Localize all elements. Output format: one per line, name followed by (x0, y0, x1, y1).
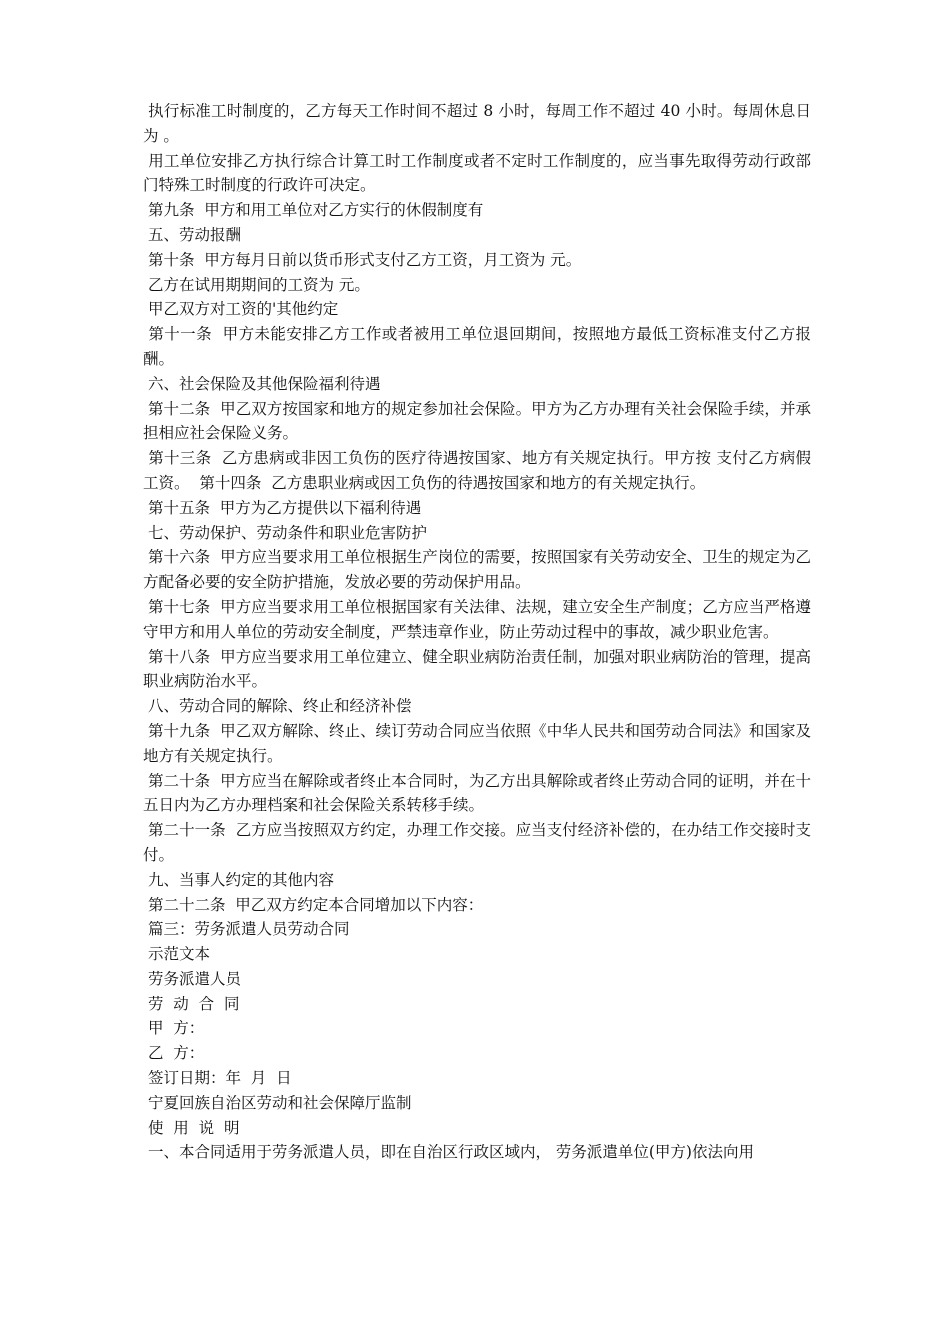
article-11: 第十一条 甲方未能安排乙方工作或者被用工单位退回期间，按照地方最低工资标准支付乙方报酬。 (143, 325, 811, 368)
section-heading-remuneration: 五、劳动报酬 (143, 225, 241, 244)
article-18: 第十八条 甲方应当要求用工单位建立、健全职业病防治责任制，加强对职业病防治的管理，提高职业病防治水平。 (143, 647, 811, 691)
issuing-authority: 宁夏回族自治区劳动和社会保障厅监制 (143, 1093, 412, 1112)
paragraph-probation-wage: 乙方在试用期期间的工资为 元。 (143, 275, 370, 294)
paragraph-work-hours: 执行标准工时制度的，乙方每天工作时间不超过 8 小时，每周工作不超过 40 小时。每周休息日为 。 (143, 102, 812, 145)
article-9: 第九条 甲方和用工单位对乙方实行的休假制度有 (143, 201, 484, 220)
sample-text-label: 示范文本 (143, 945, 210, 964)
article-16: 第十六条 甲方应当要求用工单位根据生产岗位的需要，按照国家有关劳动安全、卫生的规定为乙方配备必要的安全防护措施，发放必要的劳动保护用品。 (143, 548, 811, 592)
article-10: 第十条 甲方每月日前以货币形式支付乙方工资，月工资为 元。 (143, 250, 582, 269)
chapter-heading: 篇三：劳务派遣人员劳动合同 (143, 920, 350, 939)
contract-subtitle: 劳务派遣人员 (143, 969, 241, 988)
section-heading-social-insurance: 六、社会保险及其他保险福利待遇 (143, 374, 381, 393)
article-12: 第十二条 甲乙双方按国家和地方的规定参加社会保险。甲方为乙方办理有关社会保险手续，并承担相应社会保险义务。 (143, 399, 811, 443)
article-13-14: 第十三条 乙方患病或非因工负伤的医疗待遇按国家、地方有关规定执行。甲方按 支付乙方病假工资。 第十四条 乙方患职业病或因工负伤的待遇按国家和地方的有关规定执行。 (143, 449, 811, 492)
article-17: 第十七条 甲方应当要求用工单位根据国家有关法律、法规，建立安全生产制度；乙方应当严格遵守甲方和用人单位的劳动安全制度，严禁违章作业，防止劳动过程中的事故，减少职业危害。 (143, 597, 811, 641)
section-heading-other-content: 九、当事人约定的其他内容 (143, 870, 334, 889)
contract-title: 劳 动 合 同 (143, 994, 240, 1013)
article-19: 第十九条 甲乙双方解除、终止、续订劳动合同应当依照《中华人民共和国劳动合同法》和国家及地方有关规定执行。 (143, 721, 811, 765)
paragraph-special-hours: 用工单位安排乙方执行综合计算工时工作制度或者不定时工作制度的，应当事先取得劳动行政部门特殊工时制度的行政许可决定。 (143, 151, 811, 195)
article-21: 第二十一条 乙方应当按照双方约定，办理工作交接。应当支付经济补偿的，在办结工作交接时支付。 (143, 821, 811, 864)
instructions-item-1: 一、本合同适用于劳务派遣人员，即在自治区行政区域内， 劳务派遣单位(甲方)依法向用 (143, 1143, 754, 1162)
signing-date-line: 签订日期：年 月 日 (143, 1069, 292, 1088)
section-heading-labor-protection: 七、劳动保护、劳动条件和职业危害防护 (143, 523, 427, 542)
article-20: 第二十条 甲方应当在解除或者终止本合同时，为乙方出具解除或者终止劳动合同的证明，并在十五日内为乙方办理档案和社会保险关系转移手续。 (143, 771, 811, 815)
party-b-line: 乙 方： (143, 1044, 205, 1063)
article-15: 第十五条 甲方为乙方提供以下福利待遇 (143, 498, 422, 517)
instructions-heading: 使 用 说 明 (143, 1118, 240, 1137)
section-heading-termination: 八、劳动合同的解除、终止和经济补偿 (143, 697, 412, 716)
paragraph-other-wage-terms: 甲乙双方对工资的'其他约定 (143, 300, 339, 319)
party-a-line: 甲 方： (143, 1019, 205, 1038)
document-page (143, 99, 811, 1165)
article-22: 第二十二条 甲乙双方约定本合同增加以下内容： (143, 895, 484, 914)
